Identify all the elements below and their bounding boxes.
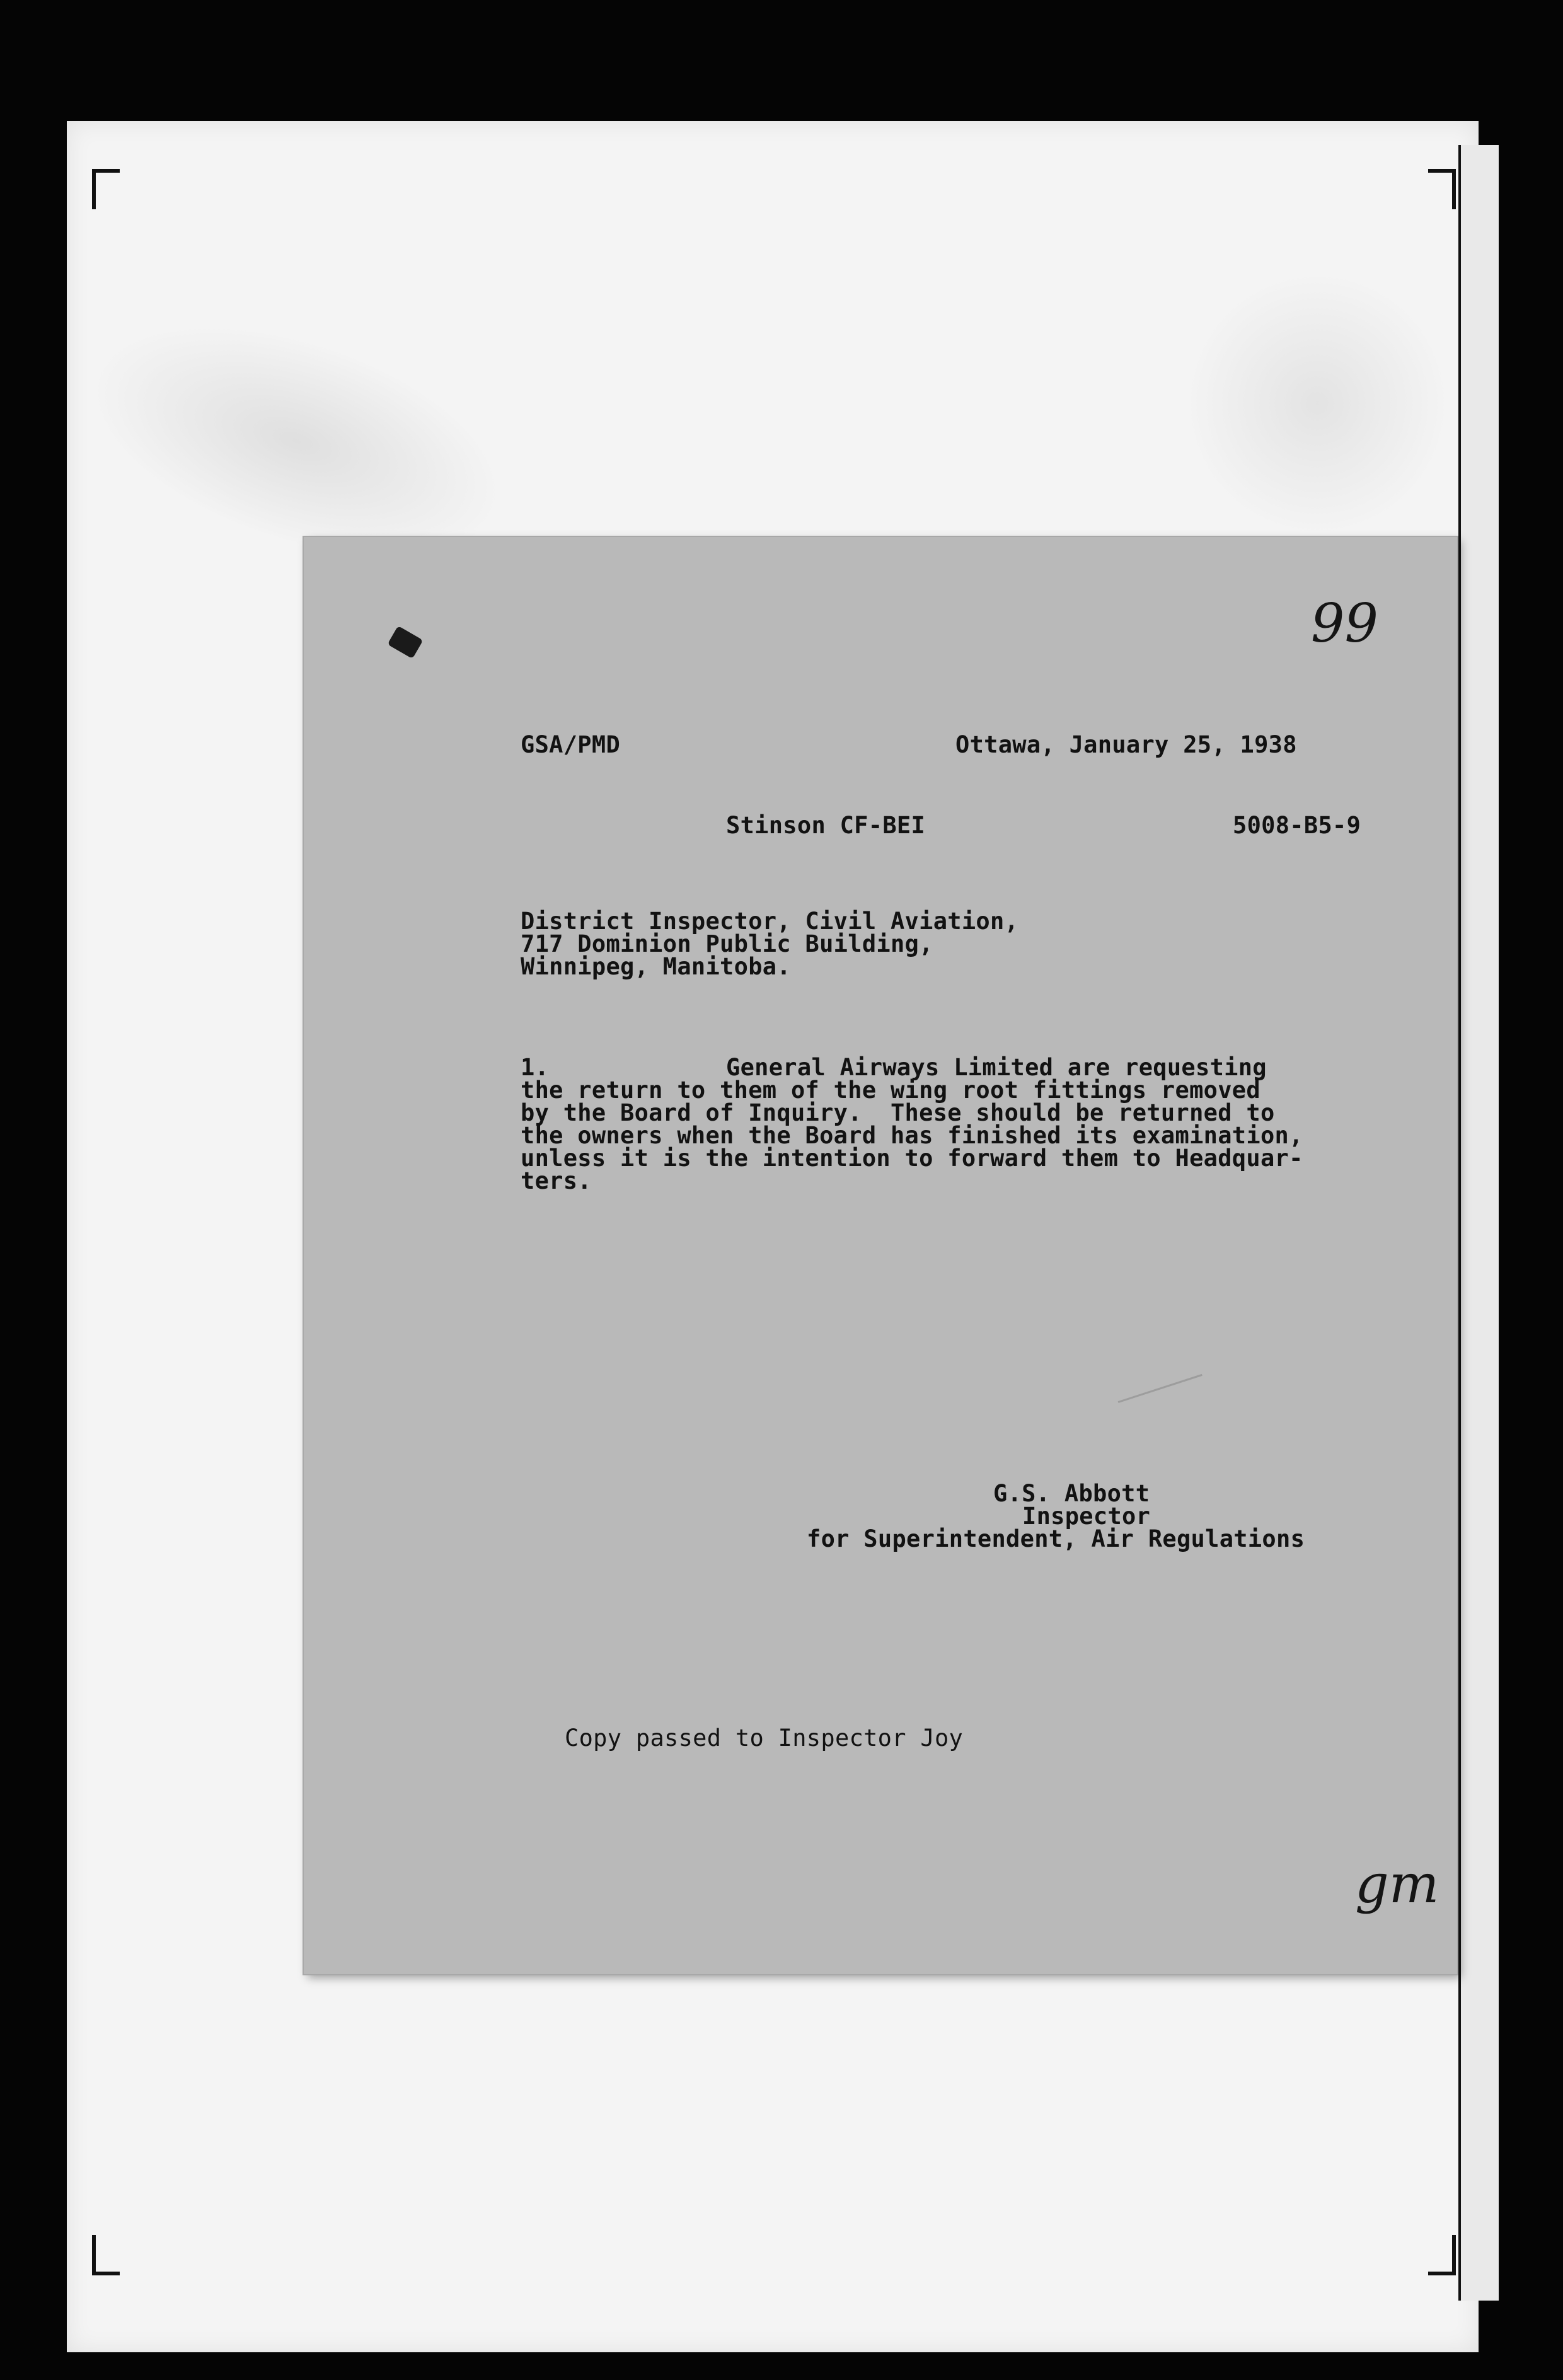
crop-mark xyxy=(92,169,120,209)
body-line: ters. xyxy=(521,1167,592,1194)
paper-smudge xyxy=(1185,271,1450,536)
addressee-line: District Inspector, Civil Aviation, xyxy=(521,908,1019,935)
crop-mark xyxy=(92,2235,120,2275)
file-number: 5008-B5-9 xyxy=(1233,812,1361,839)
paragraph-number: 1. xyxy=(521,1054,550,1081)
signature-title: Inspector xyxy=(1022,1503,1151,1530)
body-line: General Airways Limited are requesting xyxy=(726,1054,1267,1081)
place-date: Ottawa, January 25, 1938 xyxy=(955,731,1297,758)
addressee-line: Winnipeg, Manitoba. xyxy=(521,953,791,980)
subject-line: Stinson CF-BEI xyxy=(726,812,926,839)
handwritten-initials: gm xyxy=(1355,1853,1439,1915)
body-line: by the Board of Inquiry. These should be returned to xyxy=(521,1099,1275,1126)
signature-for-line: for Superintendent, Air Regulations xyxy=(807,1525,1305,1552)
crop-mark xyxy=(1428,2235,1456,2275)
reference-initials: GSA/PMD xyxy=(521,731,621,758)
body-line: the return to them of the wing root fittings removed xyxy=(521,1077,1260,1104)
copy-note: Copy passed to Inspector Joy xyxy=(565,1724,964,1752)
addressee-line: 717 Dominion Public Building, xyxy=(521,930,933,957)
body-line: unless it is the intention to forward them to Headquar- xyxy=(521,1145,1303,1172)
signature-name: G.S. Abbott xyxy=(993,1480,1150,1507)
handwritten-page-number: 99 xyxy=(1311,592,1378,654)
crop-mark xyxy=(1428,169,1456,209)
attached-page-edge xyxy=(1458,145,1499,2301)
body-line: the owners when the Board has finished its examination, xyxy=(521,1122,1303,1149)
